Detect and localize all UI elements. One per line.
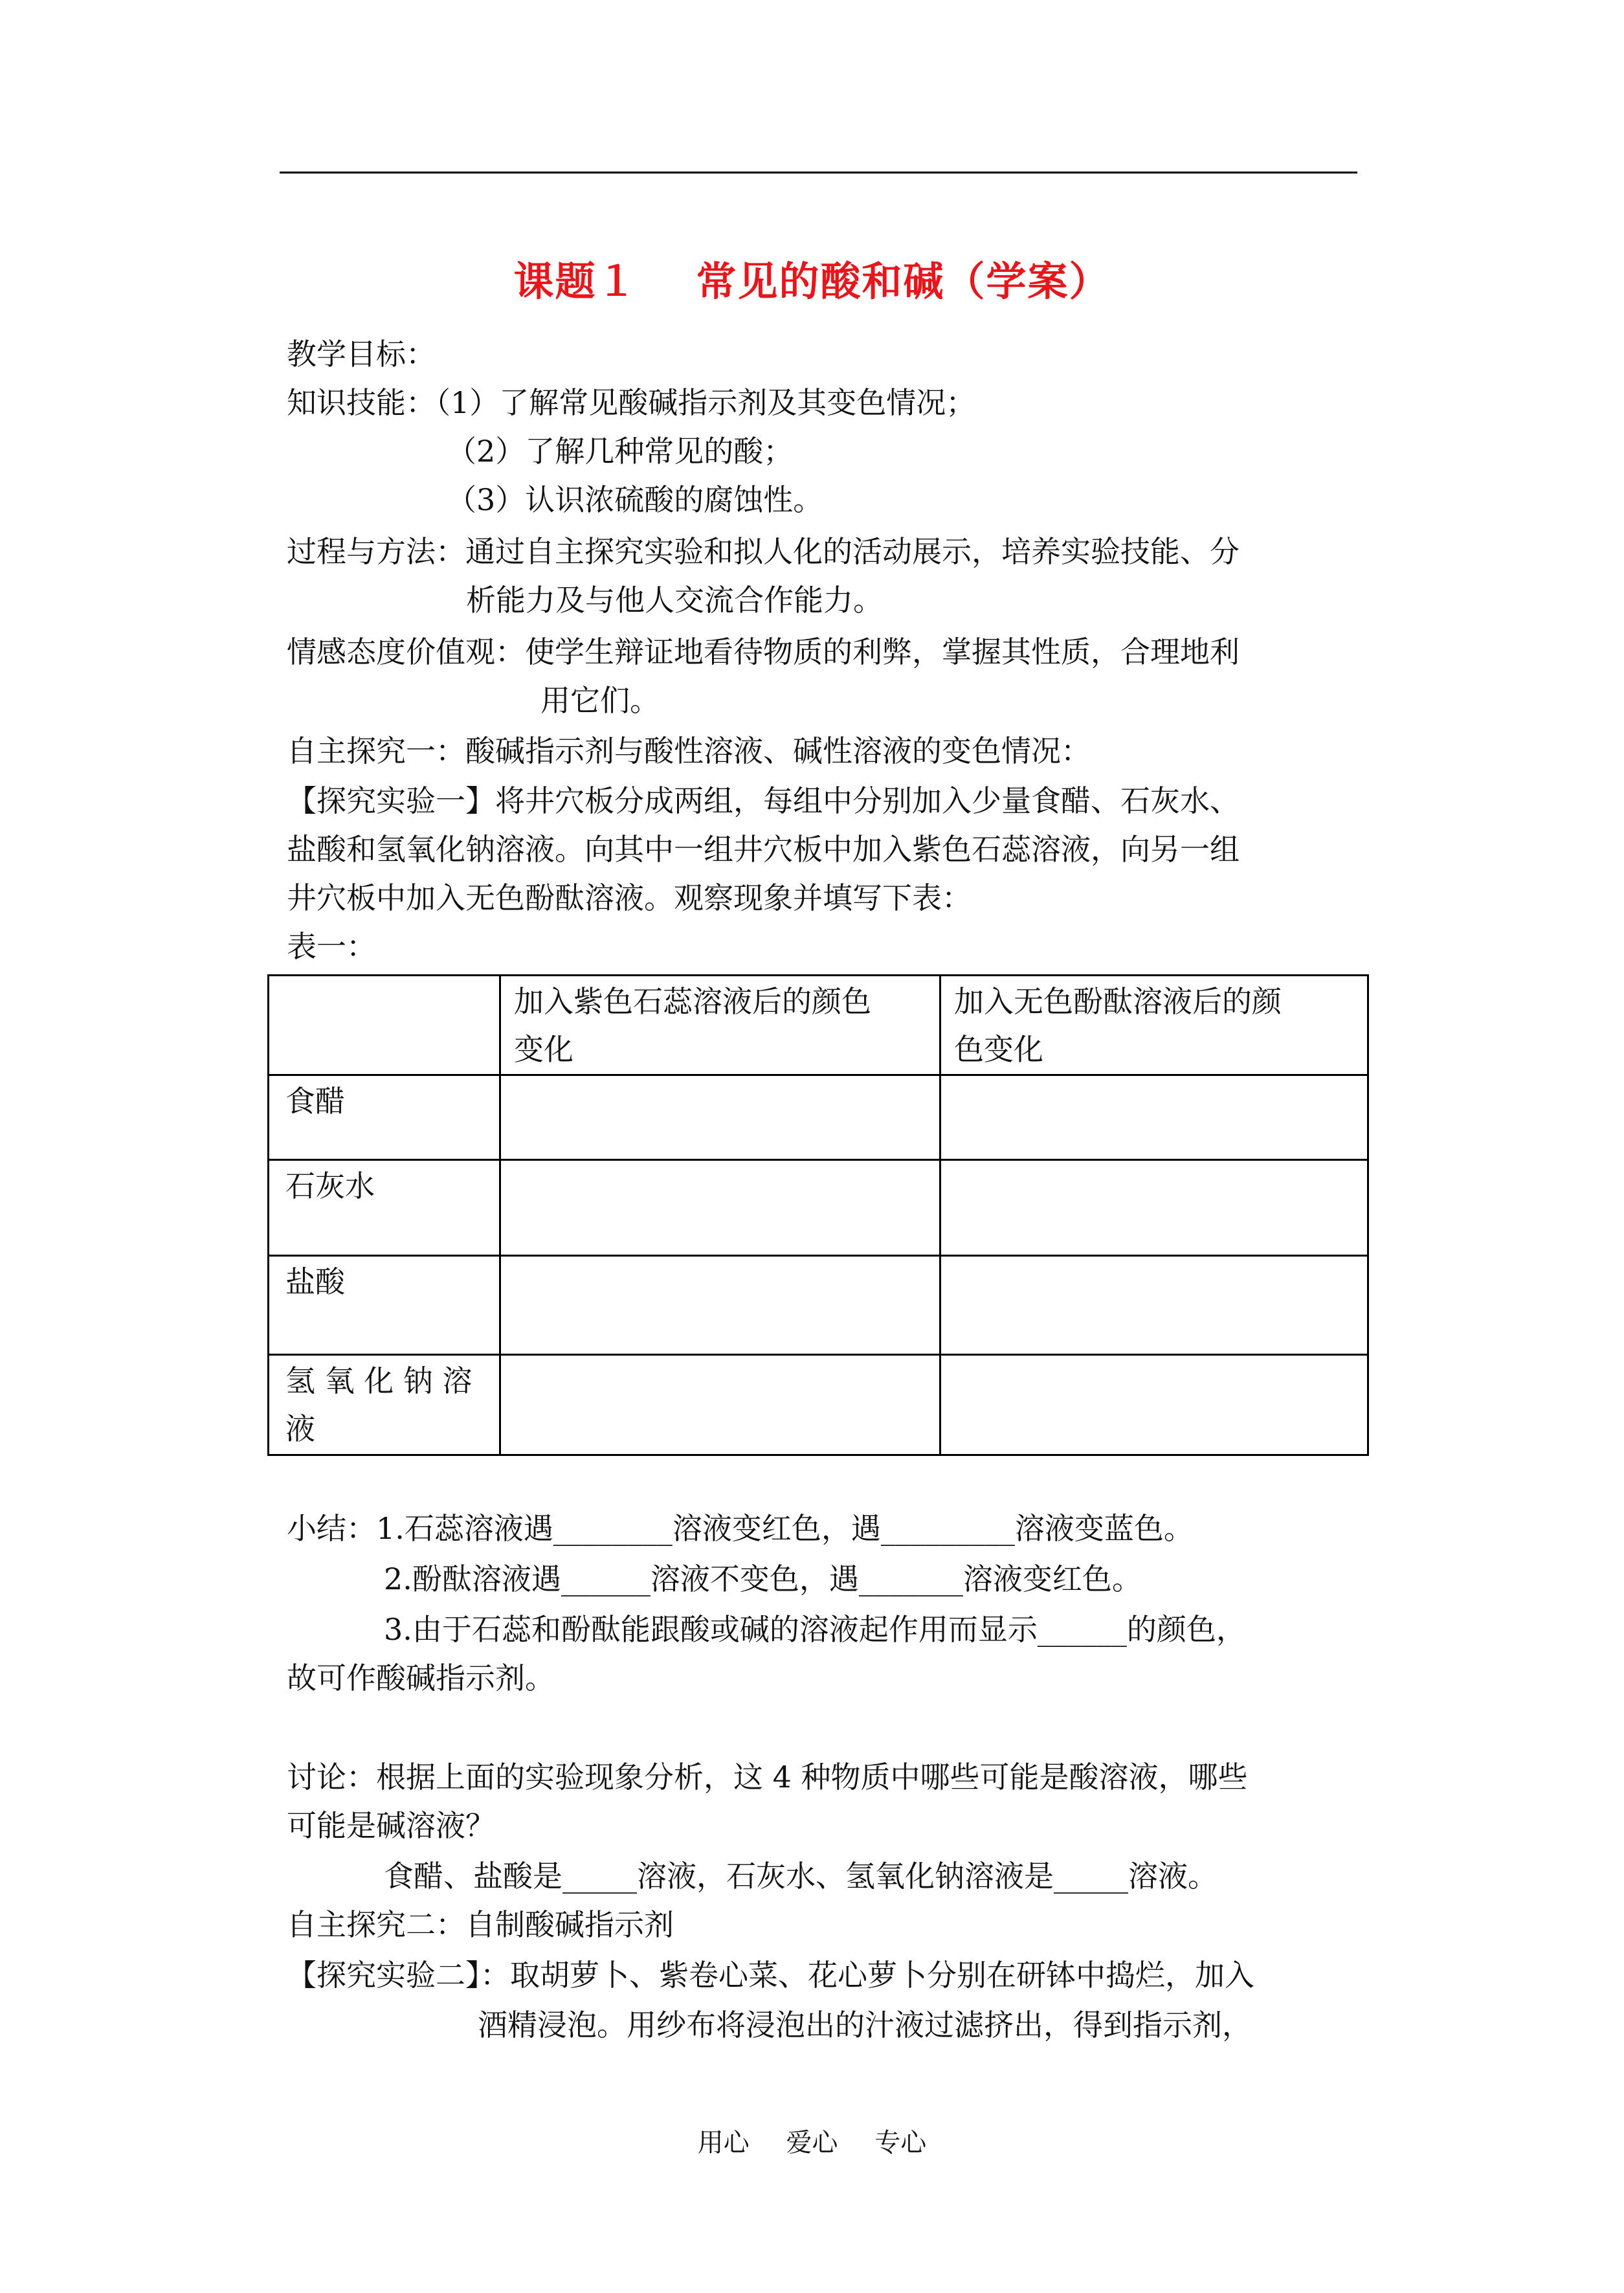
table-row-divider-2 xyxy=(269,1159,1367,1161)
row-label-limewater: 石灰水 xyxy=(285,1169,375,1203)
discussion-line-1: 讨论：根据上面的实验现象分析，这 4 种物质中哪些可能是酸溶液，哪些 xyxy=(287,1760,1248,1795)
header-rule xyxy=(280,172,1357,173)
process-methods-line-1: 过程与方法：通过自主探究实验和拟人化的活动展示，培养实验技能、分 xyxy=(287,534,1240,569)
header-litmus-line-1: 加入紫色石蕊溶液后的颜色 xyxy=(514,984,871,1019)
header-phenolphthalein-line-2: 色变化 xyxy=(954,1032,1043,1067)
inquiry2-line-1: 【探究实验二】：取胡萝卜、紫卷心菜、花心萝卜分别在研钵中捣烂，加入 xyxy=(287,1958,1254,1993)
summary-line-1: 小结：1.石蕊溶液遇________溶液变红色，遇_________溶液变蓝色。 xyxy=(287,1511,1194,1546)
inquiry2-line-2: 酒精浸泡。用纱布将浸泡出的汁液过滤挤出，得到指示剂， xyxy=(478,2008,1252,2042)
table-row-divider-3 xyxy=(269,1255,1367,1257)
knowledge-skills-item-3: （3）认识浓硫酸的腐蚀性。 xyxy=(447,482,823,517)
table-col-divider-2 xyxy=(939,976,941,1454)
table-caption: 表一： xyxy=(287,929,376,964)
row-label-sodium-hydroxide-line-2: 液 xyxy=(285,1411,315,1446)
inquiry1-heading: 自主探究一：酸碱指示剂与酸性溶液、碱性溶液的变色情况： xyxy=(287,733,1091,768)
row-label-hydrochloric-acid: 盐酸 xyxy=(285,1264,345,1299)
inquiry1-line-2: 盐酸和氢氧化钠溶液。向其中一组井穴板中加入紫色石蕊溶液，向另一组 xyxy=(287,832,1240,867)
header-phenolphthalein-line-1: 加入无色酚酞溶液后的颜 xyxy=(954,984,1282,1019)
knowledge-skills-item-2: （2）了解几种常见的酸； xyxy=(447,434,794,469)
title-lesson-number: 课题１ xyxy=(513,258,638,305)
header-litmus-line-2: 变化 xyxy=(514,1032,573,1067)
footer-word-3: 专心 xyxy=(874,2128,927,2158)
inquiry2-heading: 自主探究二：自制酸碱指示剂 xyxy=(287,1907,674,1942)
attitudes-line-1: 情感态度价值观：使学生辩证地看待物质的利弊，掌握其性质，合理地利 xyxy=(287,634,1240,669)
attitudes-line-2: 用它们。 xyxy=(540,683,660,718)
footer-word-1: 用心 xyxy=(697,2128,750,2158)
knowledge-skills-item-1: （1）了解常见酸碱指示剂及其变色情况； xyxy=(436,385,976,420)
row-label-vinegar: 食醋 xyxy=(285,1084,345,1119)
process-methods-line-2: 析能力及与他人交流合作能力。 xyxy=(466,583,883,618)
title-topic: 常见的酸和碱（学案） xyxy=(696,258,1111,305)
discussion-line-2: 可能是碱溶液？ xyxy=(287,1808,495,1843)
footer-word-2: 爱心 xyxy=(786,2128,838,2158)
color-change-table xyxy=(267,974,1369,1456)
page-footer xyxy=(0,2122,1624,2159)
knowledge-skills-line xyxy=(287,383,975,422)
header-phenolphthalein xyxy=(954,978,1282,1073)
table-row-divider-4 xyxy=(269,1354,1367,1356)
objectives-heading: 教学目标： xyxy=(287,337,436,372)
discussion-line-3: 食醋、盐酸是_____溶液，石灰水、氢氧化钠溶液是_____溶液。 xyxy=(384,1859,1218,1894)
inquiry1-line-1: 【探究实验一】将井穴板分成两组，每组中分别加入少量食醋、石灰水、 xyxy=(287,783,1240,818)
summary-line-2: 2.酚酞溶液遇______溶液不变色，遇_______溶液变红色。 xyxy=(384,1561,1142,1596)
header-litmus xyxy=(514,978,871,1073)
page-title xyxy=(0,249,1624,307)
table-row-divider-1 xyxy=(269,1074,1367,1076)
summary-line-4: 故可作酸碱指示剂。 xyxy=(287,1661,555,1695)
table-col-divider-1 xyxy=(499,976,501,1454)
row-label-sodium-hydroxide-line-1: 氢 氧 化 钠 溶 xyxy=(285,1363,473,1398)
knowledge-skills-label: 知识技能： xyxy=(287,385,436,420)
inquiry1-line-3: 井穴板中加入无色酚酞溶液。观察现象并填写下表： xyxy=(287,880,972,915)
row-label-sodium-hydroxide xyxy=(285,1357,473,1453)
summary-line-3: 3.由于石蕊和酚酞能跟酸或碱的溶液起作用而显示______的颜色， xyxy=(384,1612,1246,1647)
